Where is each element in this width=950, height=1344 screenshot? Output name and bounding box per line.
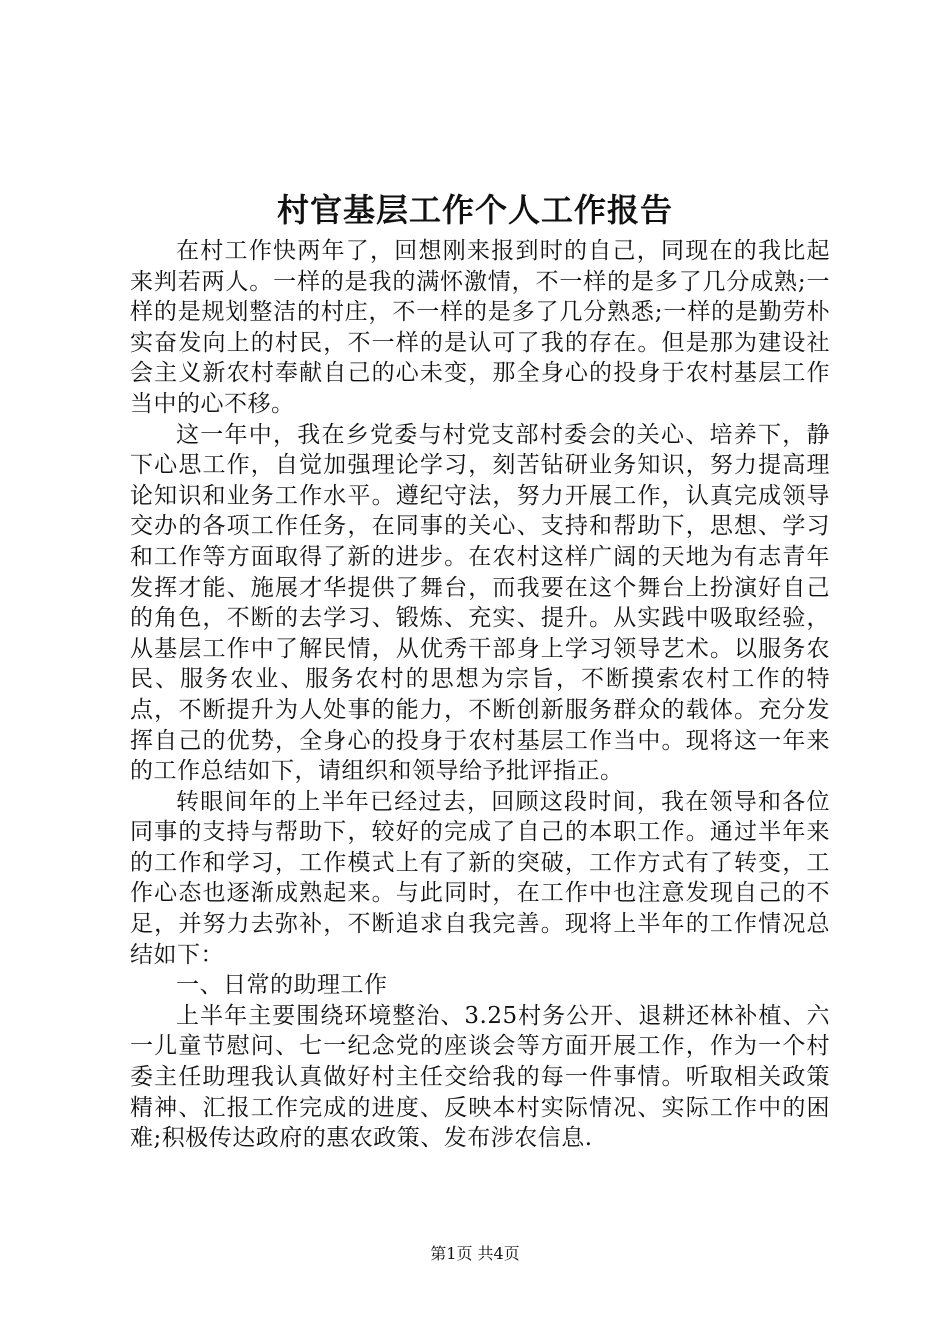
section-heading-1: 一、日常的助理工作 [176, 972, 388, 999]
paragraph-2: 这一年中，我在乡党委与村党支部村委会的关心、培养下，静下心思工作，自觉加强理论学习，刻苦钻研业务知识，努力提高理论知识和业务工作水平。遵纪守法，努力开展工作，认真完成领导交办的各项工作任务，在同事的关心、支持和帮助下，思想、学习和工作等方面取得了新的进步。在农村这样广阔的天地为有志青年发挥才能、施展才华提供了舞台，而我要在这个舞台上扮演好自己的角色，不断的去学习、锻炼、充实、提升。从实践中吸取经验，从基层工作中了解民情，从优秀干部身上学习领导艺术。以服务农民、服务农业、服务农村的思想为宗旨，不断摸索农村工作的特点，不断提升为人处事的能力，不断创新服务群众的载体。充分发挥自己的优势，全身心的投身于农村基层工作当中。现将这一年来的工作总结如下，请组织和领导给予批评指正。 [130, 421, 830, 785]
page-footer: 第1页 共4页 [430, 1244, 520, 1263]
document-title: 村官基层工作个人工作报告 [276, 191, 673, 229]
paragraph-4: 上半年主要围绕环境整治、3.25村务公开、退耕还林补植、六一儿童节慰问、七一纪念党的座谈会等方面开展工作，作为一个村委主任助理我认真做好村主任交给我的每一件事情。听取相关政策精神、汇报工作完成的进度、反映本村实际情况、实际工作中的困难;积极传达政府的惠农政策、发布涉农信息. [130, 1002, 830, 1152]
paragraph-3: 转眼间年的上半年已经过去，回顾这段时间，我在领导和各位同事的支持与帮助下，较好的完成了自己的本职工作。通过半年来的工作和学习，工作模式上有了新的突破，工作方式有了转变，工作心态也逐渐成熟起来。与此同时，在工作中也注意发现自己的不足，并努力去弥补，不断追求自我完善。现将上半年的工作情况总结如下： [130, 788, 830, 968]
paragraph-1: 在村工作快两年了，回想刚来报到时的自己，同现在的我比起来判若两人。一样的是我的满怀激情，不一样的是多了几分成熟;一样的是规划整洁的村庄，不一样的是多了几分熟悉;一样的是勤劳朴实奋发向上的村民，不一样的是认可了我的存在。但是那为建设社会主义新农村奉献自己的心未变，那全身心的投身于农村基层工作当中的心不移。 [130, 238, 830, 417]
document-body [130, 236, 830, 1154]
